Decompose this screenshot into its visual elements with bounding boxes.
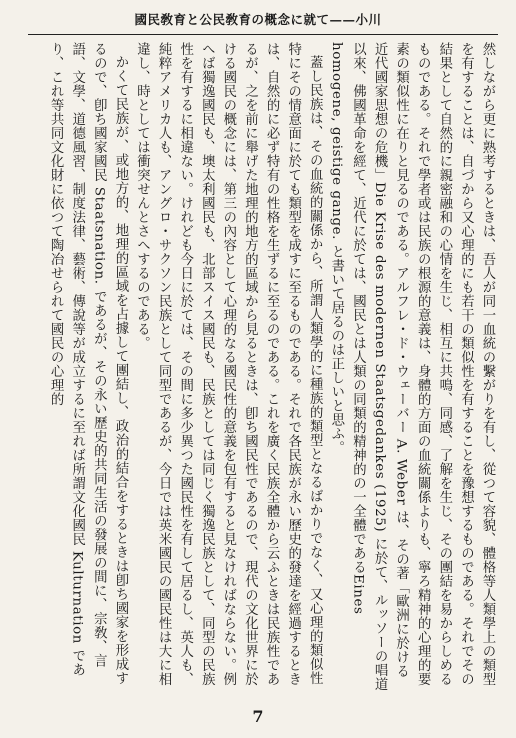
header-rule — [28, 34, 498, 35]
paragraph: 然しながら更に熟考するときは、吾人が同一血統の繫がりを有し、從つて容貌、體格等人類學上の類型を有することは、自づから又心理的にも若干の類似性を有することを豫想するものである。それでその結果として自然的に親密融和の心情を生じ、相互に共鳴、同感、了解を生じ、その團結を易からしめるものである。それで學者或は民族の根源的意義は、身體的方面の血統關係よりも、寧ろ精神的心理的要素の類似性に在りと見るのである。アルフレ・ド・ウェーバー A. Weber は、その著「歐洲に於ける近代國家思想の危機」Die Krise des modernen Staatsgedankes (1925) に於て、ルッソーの唱道以來、佛國革命を經て、近代に於ては、國民とは人類の同類的精神的の一全體であるEines homogene, geistige gange. と書いて居るのは正しいと思ふ。 — [328, 42, 495, 692]
paragraph: かくて民族が、或地方的、地理的區域を占據して團結し、政治的結合をするときは卽ち國家を形成するので、卽ち國家國民 Staatsnation. であるが、その永い歷史的共同生活の發展の間に、宗敎、言語、文學、道德風習、制度法律、藝術、傳說等が成立するに至れば所謂文化國民 Kulturnation であり、これ等共同文化財に依つて陶冶せられて國民の心理的 — [48, 42, 128, 686]
paragraph: 蓋し民族は、その血統的關係から、所謂人類學的に種族的類型となるばかりでなく、又心理的類似性特にその情意面に於ても類型を成すに至るものである。それで各民族が永い歷史的發達を經過するときは、自然的に必ず特有の性格を生ずるに至るのである。これを廣く民族全體から云ふときは民族性であるが、之を前に舉げた地理的地方的區域から見るときは、卽ち國民性であるので、現代の文化世界に於ける國民の概念には、第三の內容として心理的なる國民性的意義を包有すると見なければならない。例へば獨逸國民も、墺太利國民も、北部スイス國民も、民族としては同じく獨逸民族として、同型の民族性を有するに相違ない。けれども今日に於ては、その間に多少異つた國民性を有して居るし、英人も、純粹アメリカ人も、アングロ・サクソン民族として同型であるが、今日では英米國民の國民性は大に相違し、時としては衝突せんとさへするのである。 — [134, 42, 323, 686]
header-title: 國民敎育と公民敎育の概念に就て——小川 — [134, 12, 382, 27]
page-number: 7 — [252, 707, 264, 726]
body-text — [22, 42, 498, 692]
running-header — [0, 10, 516, 30]
